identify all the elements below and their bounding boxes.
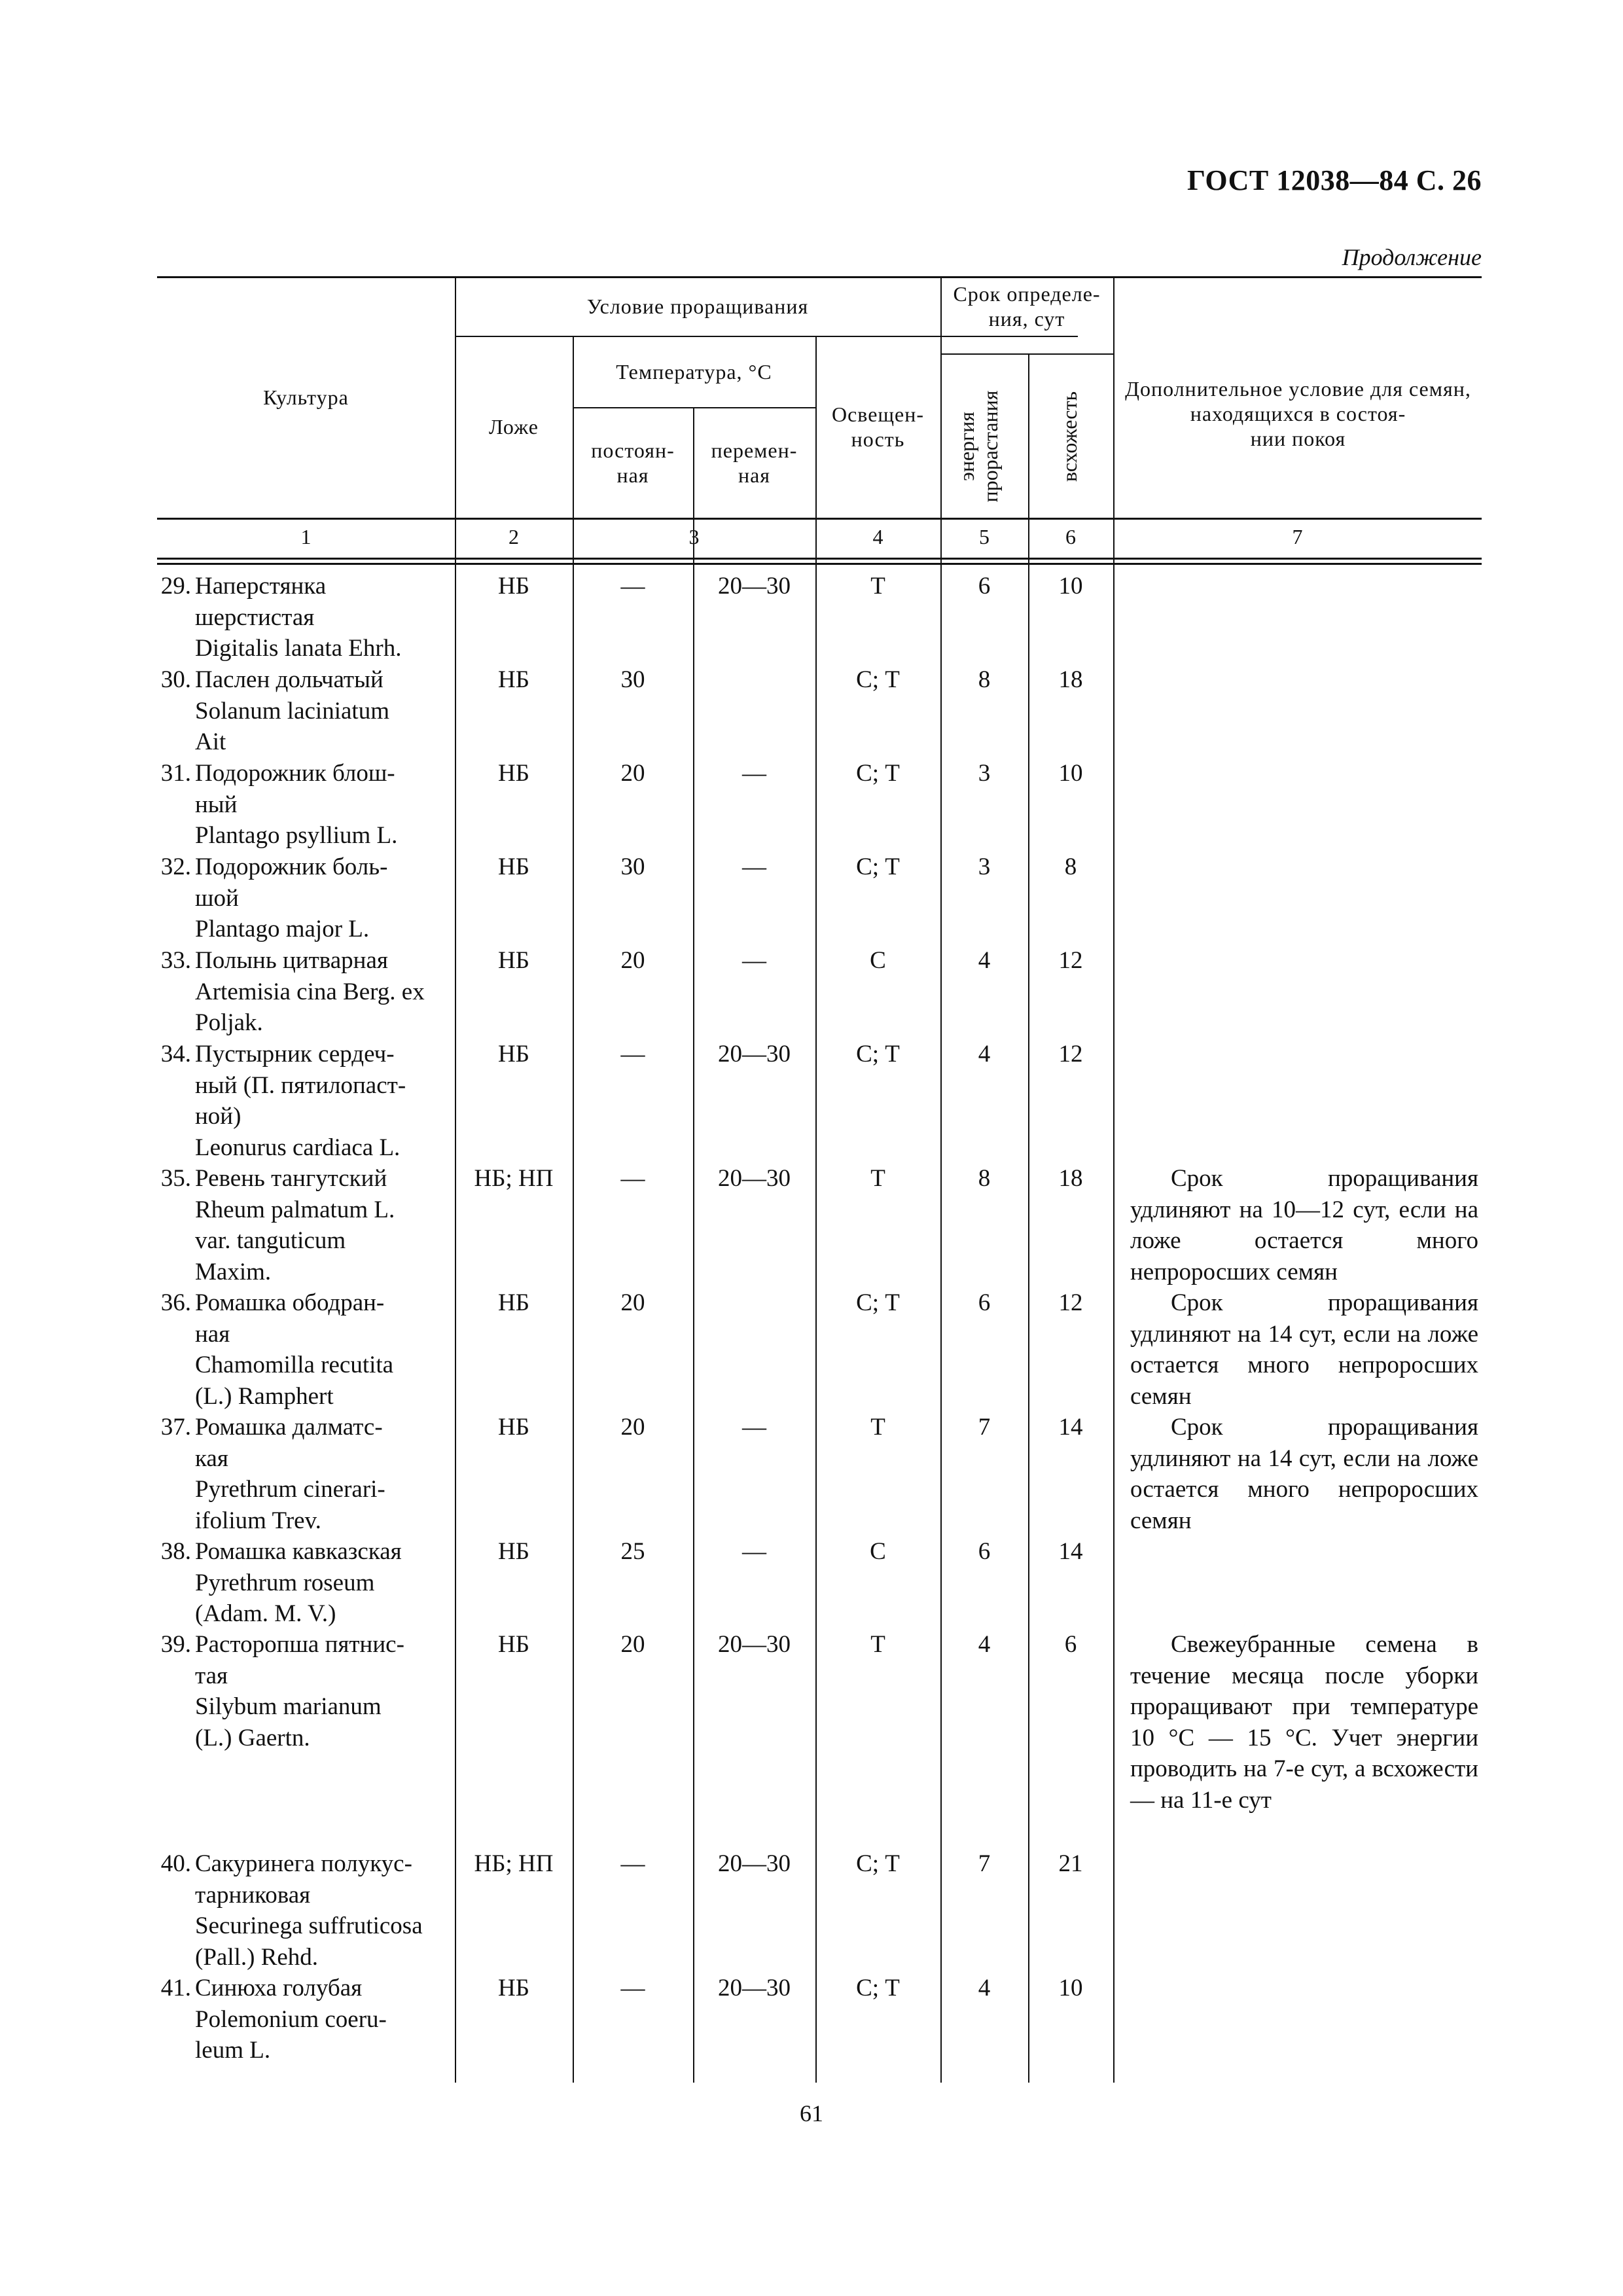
continuation-label: Продолжение xyxy=(1342,244,1482,270)
bed-cell: НБ xyxy=(498,1538,529,1565)
culture-cell xyxy=(157,1973,452,2066)
row-number: 31. xyxy=(160,760,191,787)
culture-name-line: тая xyxy=(195,1662,228,1689)
culture-name-line: Ромашка кавказская xyxy=(195,1538,402,1565)
temp-const-cell: — xyxy=(620,1165,645,1192)
culture-name-line: ный (П. пятилопаст- xyxy=(195,1071,406,1099)
culture-cell xyxy=(157,664,452,758)
energy-cell: 6 xyxy=(978,1538,991,1565)
page-header-title: ГОСТ 12038—84 С. 26 xyxy=(1186,164,1482,196)
page-number: 61 xyxy=(800,2100,823,2126)
temp-var-cell: 20—30 xyxy=(718,1975,791,2001)
col-number-6: 6 xyxy=(1065,525,1076,548)
extra-condition-cell xyxy=(1130,1287,1478,1412)
light-cell: С; Т xyxy=(856,760,900,787)
energy-cell: 6 xyxy=(978,573,991,600)
temp-const-cell: 20 xyxy=(620,1289,645,1316)
row-number: 30. xyxy=(160,666,191,693)
germination-cell: 12 xyxy=(1058,1041,1083,1067)
culture-name-line: Паслен дольчатый xyxy=(195,666,383,693)
temp-var-cell: 20—30 xyxy=(718,1165,791,1192)
culture-name-line: Artemisia cina Berg. ex xyxy=(195,978,425,1005)
energy-cell: 4 xyxy=(978,1631,991,1658)
culture-name-line: Наперстянка xyxy=(195,573,327,600)
culture-cell xyxy=(157,1039,452,1163)
col-header-conditions: Условие проращивания xyxy=(586,294,809,318)
energy-cell: 7 xyxy=(978,1850,991,1877)
col-number-3: 3 xyxy=(688,525,700,548)
light-cell: С; Т xyxy=(856,1975,900,2001)
light-cell: Т xyxy=(870,1631,885,1658)
culture-name-line: Расторопша пятнис- xyxy=(195,1631,404,1658)
row-number: 35. xyxy=(160,1165,191,1192)
culture-name-line: Ромашка ободран- xyxy=(195,1289,385,1316)
col-number-2: 2 xyxy=(508,525,519,548)
germination-cell: 21 xyxy=(1058,1850,1083,1877)
temp-const-cell: 20 xyxy=(620,1631,645,1658)
germination-cell: 18 xyxy=(1058,1165,1083,1192)
germination-cell: 10 xyxy=(1058,573,1083,600)
temp-const-cell: 30 xyxy=(620,853,645,880)
extra-condition-cell xyxy=(1130,1163,1478,1287)
culture-name-line: Plantago psyllium L. xyxy=(195,822,398,849)
culture-name-line: Пустырник сердеч- xyxy=(195,1041,395,1067)
col-number-4: 4 xyxy=(872,525,883,548)
culture-name-line: Digitalis lanata Ehrh. xyxy=(195,635,402,662)
extra-condition-cell xyxy=(1130,1412,1478,1536)
light-cell: С; Т xyxy=(856,1041,900,1067)
germination-table xyxy=(157,276,1482,2083)
temp-var-cell: — xyxy=(742,853,766,880)
culture-name-line: Maxim. xyxy=(195,1258,272,1285)
culture-name-line: Синюха голубая xyxy=(195,1975,363,2001)
temp-const-cell: 30 xyxy=(620,666,645,693)
bed-cell: НБ xyxy=(498,947,529,974)
col-number-5: 5 xyxy=(979,525,990,548)
culture-name-line: (L.) Ramphert xyxy=(195,1382,334,1410)
germination-cell: 12 xyxy=(1058,947,1083,974)
germination-cell: 10 xyxy=(1058,1975,1083,2001)
row-number: 38. xyxy=(160,1538,191,1565)
row-number: 41. xyxy=(160,1975,191,2001)
bed-cell: НБ xyxy=(498,666,529,693)
culture-cell xyxy=(157,1536,452,1630)
culture-name-line: Plantago major L. xyxy=(195,916,370,942)
row-number: 40. xyxy=(160,1850,191,1877)
culture-cell xyxy=(157,852,452,945)
temp-var-cell: — xyxy=(742,1538,766,1565)
culture-name-line: ный xyxy=(195,791,238,818)
bed-cell: НБ xyxy=(498,1041,529,1067)
energy-cell: 6 xyxy=(978,1289,991,1316)
col-header-temp-var: перемен- ная xyxy=(711,438,798,487)
row-number: 36. xyxy=(160,1289,191,1316)
culture-name-line: Ромашка далматс- xyxy=(195,1414,383,1441)
col-header-term: Срок определе- ния, сут xyxy=(953,282,1101,331)
culture-cell xyxy=(157,1629,452,1753)
temp-const-cell: — xyxy=(620,573,645,600)
row-number: 32. xyxy=(160,853,191,880)
energy-cell: 8 xyxy=(978,666,991,693)
temp-var-cell: — xyxy=(742,1414,766,1441)
culture-name-line: Полынь цитварная xyxy=(195,947,388,974)
temp-const-cell: — xyxy=(620,1850,645,1877)
temp-const-cell: 25 xyxy=(620,1538,645,1565)
extra-condition-text: Свежеубранные семена в течение месяца после уборки проращивают при температуре 10 °С — 15 °С. Учет энергии проводить на 7-е сут, а всхожести — на 11-е сут xyxy=(1130,1631,1478,1814)
culture-cell xyxy=(157,1848,452,1973)
light-cell: Т xyxy=(870,573,885,600)
light-cell: С xyxy=(870,947,886,974)
culture-cell xyxy=(157,1412,452,1536)
culture-name-line: var. tanguticum xyxy=(195,1227,346,1254)
culture-name-line: Rheum palmatum L. xyxy=(195,1196,395,1223)
culture-name-line: leum L. xyxy=(195,2037,271,2064)
culture-name-line: кая xyxy=(195,1444,228,1472)
culture-name-line: Сакуринега полукус- xyxy=(195,1850,412,1877)
energy-cell: 3 xyxy=(978,760,991,787)
temp-var-cell: 20—30 xyxy=(718,1850,791,1877)
germination-cell: 8 xyxy=(1064,853,1077,880)
row-number: 29. xyxy=(160,573,191,600)
temp-var-cell: 20—30 xyxy=(718,573,791,600)
culture-name-line: Ревень тангутский xyxy=(195,1165,387,1192)
culture-cell xyxy=(157,945,452,1039)
culture-name-line: Подорожник боль- xyxy=(195,853,388,880)
culture-name-line: шерстистая xyxy=(195,603,315,631)
bed-cell: НБ xyxy=(498,573,529,600)
col-number-7: 7 xyxy=(1292,525,1303,548)
energy-cell: 4 xyxy=(978,1041,991,1067)
energy-cell: 4 xyxy=(978,1975,991,2001)
col-header-temperature: Температура, °С xyxy=(616,359,772,384)
culture-name-line: (Adam. M. V.) xyxy=(195,1600,336,1627)
temp-const-cell: 20 xyxy=(620,760,645,787)
col-header-energy: энергия прорастания xyxy=(955,390,1002,503)
culture-name-line: Securinega suffruticosa xyxy=(195,1912,423,1939)
bed-cell: НБ xyxy=(498,760,529,787)
culture-cell xyxy=(157,571,452,664)
bed-cell: НБ xyxy=(498,1975,529,2001)
temp-var-cell: — xyxy=(742,947,766,974)
light-cell: С; Т xyxy=(856,1850,900,1877)
extra-condition-text: Срок проращивания удлиняют на 10—12 сут, если на ложе остается много непроросших семян xyxy=(1130,1165,1478,1285)
col-header-germination: всхожесть xyxy=(1058,391,1081,482)
bed-cell: НБ; НП xyxy=(474,1165,554,1192)
bed-cell: НБ; НП xyxy=(474,1850,554,1877)
culture-name-line: Chamomilla recutita xyxy=(195,1352,394,1378)
temp-const-cell: 20 xyxy=(620,1414,645,1441)
culture-name-line: шой xyxy=(195,884,239,912)
culture-name-line: Poljak. xyxy=(195,1009,263,1036)
light-cell: Т xyxy=(870,1414,885,1441)
culture-name-line: (Pall.) Rehd. xyxy=(195,1943,319,1971)
col-header-bed: Ложе xyxy=(489,415,539,439)
culture-name-line: ной) xyxy=(195,1103,241,1130)
extra-condition-cell xyxy=(1130,1629,1478,1816)
energy-cell: 4 xyxy=(978,947,991,974)
light-cell: Т xyxy=(870,1165,885,1192)
germination-cell: 18 xyxy=(1058,666,1083,693)
col-number-1: 1 xyxy=(300,525,312,548)
temp-var-cell: — xyxy=(742,760,766,787)
col-header-culture: Культура xyxy=(263,385,349,409)
col-header-temp-const: постоян- ная xyxy=(591,438,675,487)
temp-const-cell: — xyxy=(620,1975,645,2001)
culture-name-line: Ait xyxy=(195,728,226,755)
culture-cell xyxy=(157,1287,452,1412)
energy-cell: 7 xyxy=(978,1414,991,1441)
bed-cell: НБ xyxy=(498,1414,529,1441)
culture-name-line: (L.) Gaertn. xyxy=(195,1724,310,1751)
culture-cell xyxy=(157,1163,452,1287)
temp-const-cell: 20 xyxy=(620,947,645,974)
germination-cell: 6 xyxy=(1064,1631,1077,1658)
culture-name-line: ная xyxy=(195,1320,230,1348)
energy-cell: 3 xyxy=(978,853,991,880)
extra-condition-text: Срок проращивания удлиняют на 14 сут, если на ложе остается много непроросших семян xyxy=(1130,1414,1478,1534)
light-cell: С xyxy=(870,1538,886,1565)
germination-cell: 12 xyxy=(1058,1289,1083,1316)
light-cell: С; Т xyxy=(856,1289,900,1316)
culture-name-line: Solanum laciniatum xyxy=(195,697,389,725)
temp-var-cell: 20—30 xyxy=(718,1631,791,1658)
culture-cell xyxy=(157,758,452,852)
light-cell: С; Т xyxy=(856,666,900,693)
extra-condition-text: Срок проращивания удлиняют на 14 сут, если на ложе остается много непроросших семян xyxy=(1130,1289,1478,1410)
col-header-extra: Дополнительное условие для семян, находящихся в состоя- нии покоя xyxy=(1125,377,1471,450)
col-header-light: Освещен- ность xyxy=(831,403,925,451)
culture-name-line: Подорожник блош- xyxy=(195,760,395,787)
culture-name-line: Leonurus cardiaca L. xyxy=(195,1134,401,1161)
row-number: 34. xyxy=(160,1041,191,1067)
culture-name-line: Pyrethrum roseum xyxy=(195,1569,375,1596)
row-number: 37. xyxy=(160,1414,191,1441)
germination-cell: 10 xyxy=(1058,760,1083,787)
culture-name-line: тарниковая xyxy=(195,1881,311,1909)
culture-name-line: Pyrethrum cinerari- xyxy=(195,1476,385,1503)
germination-cell: 14 xyxy=(1058,1538,1083,1565)
bed-cell: НБ xyxy=(498,1631,529,1658)
bed-cell: НБ xyxy=(498,853,529,880)
culture-name-line: Silybum marianum xyxy=(195,1693,382,1720)
light-cell: С; Т xyxy=(856,853,900,880)
bed-cell: НБ xyxy=(498,1289,529,1316)
temp-var-cell: 20—30 xyxy=(718,1041,791,1067)
row-number: 33. xyxy=(160,947,191,974)
culture-name-line: Polemonium coeru- xyxy=(195,2005,387,2033)
culture-name-line: ifolium Trev. xyxy=(195,1507,321,1534)
temp-const-cell: — xyxy=(620,1041,645,1067)
row-number: 39. xyxy=(160,1631,191,1658)
germination-cell: 14 xyxy=(1058,1414,1083,1441)
energy-cell: 8 xyxy=(978,1165,991,1192)
